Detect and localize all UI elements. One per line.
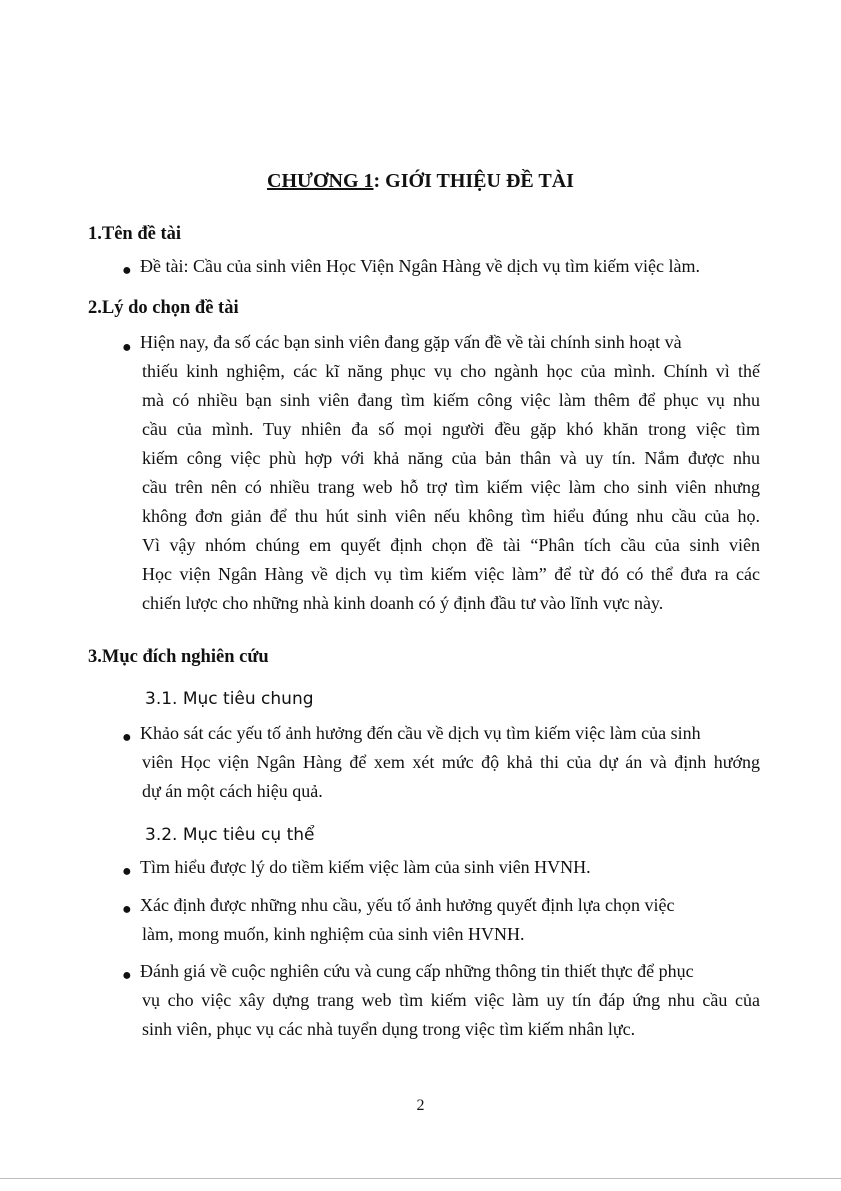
- section-2-heading: 2.Lý do chọn đề tài: [88, 298, 239, 318]
- page-number: 2: [416, 1097, 425, 1114]
- section-1-bullet: Đề tài: Cầu của sinh viên Học Viện Ngân Hàng về dịch vụ tìm kiếm việc làm.: [140, 256, 700, 276]
- paragraph-line: thiếu kinh nghiệm, các kĩ năng phục vụ cho ngành học của mình. Chính vì thế: [142, 361, 760, 381]
- paragraph-line: viên Học viện Ngân Hàng để xem xét mức độ khả thi của dự án và định hướng: [142, 752, 760, 772]
- paragraph-line: Vì vậy nhóm chúng em quyết định chọn đề tài “Phân tích cầu của sinh viên: [142, 535, 760, 555]
- subsection-3-2-title: 3.2. Mục tiêu cụ thể: [145, 825, 315, 845]
- chapter-title-label: CHƯƠNG 1: [267, 170, 374, 192]
- bullet-icon: ●: [122, 863, 132, 880]
- section-3-heading: 3.Mục đích nghiên cứu: [88, 647, 269, 667]
- paragraph-line: Tìm hiểu được lý do tiềm kiếm việc làm của sinh viên HVNH.: [140, 857, 591, 877]
- paragraph-line: Khảo sát các yếu tố ảnh hưởng đến cầu về dịch vụ tìm kiếm việc làm của sinh: [140, 723, 701, 743]
- paragraph-line: làm, mong muốn, kinh nghiệm của sinh viên HVNH.: [142, 924, 525, 944]
- paragraph-line: kiếm công việc phù hợp với khả năng của bản thân và uy tín. Nắm được nhu: [142, 448, 760, 468]
- paragraph-line: dự án một cách hiệu quả.: [142, 781, 323, 801]
- paragraph-line: không đơn giản để thu hút sinh viên nếu không tìm hiểu đúng nhu cầu của họ.: [142, 506, 760, 526]
- bullet-icon: ●: [122, 901, 132, 918]
- paragraph-line: Đánh giá về cuộc nghiên cứu và cung cấp những thông tin thiết thực để phục: [140, 961, 694, 981]
- paragraph-line: cầu trên nên có nhiều trang web hỗ trợ tìm kiếm việc làm cho sinh viên nhưng: [142, 477, 760, 497]
- chapter-title-text: : GIỚI THIỆU ĐỀ TÀI: [373, 170, 574, 192]
- paragraph-line: mà có nhiều bạn sinh viên đang tìm kiếm công việc làm thêm để phục vụ nhu: [142, 390, 760, 410]
- paragraph-line: Học viện Ngân Hàng về dịch vụ tìm kiếm việc làm” để từ đó có thể đưa ra các: [142, 564, 760, 584]
- bullet-icon: ●: [122, 262, 132, 279]
- subsection-3-1-title: 3.1. Mục tiêu chung: [145, 689, 314, 709]
- chapter-title: [0, 170, 841, 193]
- bullet-icon: ●: [122, 729, 132, 746]
- paragraph-line: Xác định được những nhu cầu, yếu tố ảnh hưởng quyết định lựa chọn việc: [140, 895, 675, 915]
- page-bottom-divider: [0, 1178, 841, 1179]
- paragraph-line: chiến lược cho những nhà kinh doanh có ý định đầu tư vào lĩnh vực này.: [142, 593, 664, 613]
- paragraph-line: Hiện nay, đa số các bạn sinh viên đang gặp vấn đề về tài chính sinh hoạt và: [140, 332, 682, 352]
- bullet-icon: ●: [122, 967, 132, 984]
- paragraph-line: sinh viên, phục vụ các nhà tuyển dụng trong việc tìm kiếm nhân lực.: [142, 1019, 636, 1039]
- paragraph-line: vụ cho việc xây dựng trang web tìm kiếm việc làm uy tín đáp ứng nhu cầu của: [142, 990, 760, 1010]
- section-1-heading: 1.Tên đề tài: [88, 224, 182, 244]
- paragraph-line: cầu của mình. Tuy nhiên đa số mọi người đều gặp khó khăn trong việc tìm: [142, 419, 760, 439]
- bullet-icon: ●: [122, 339, 132, 356]
